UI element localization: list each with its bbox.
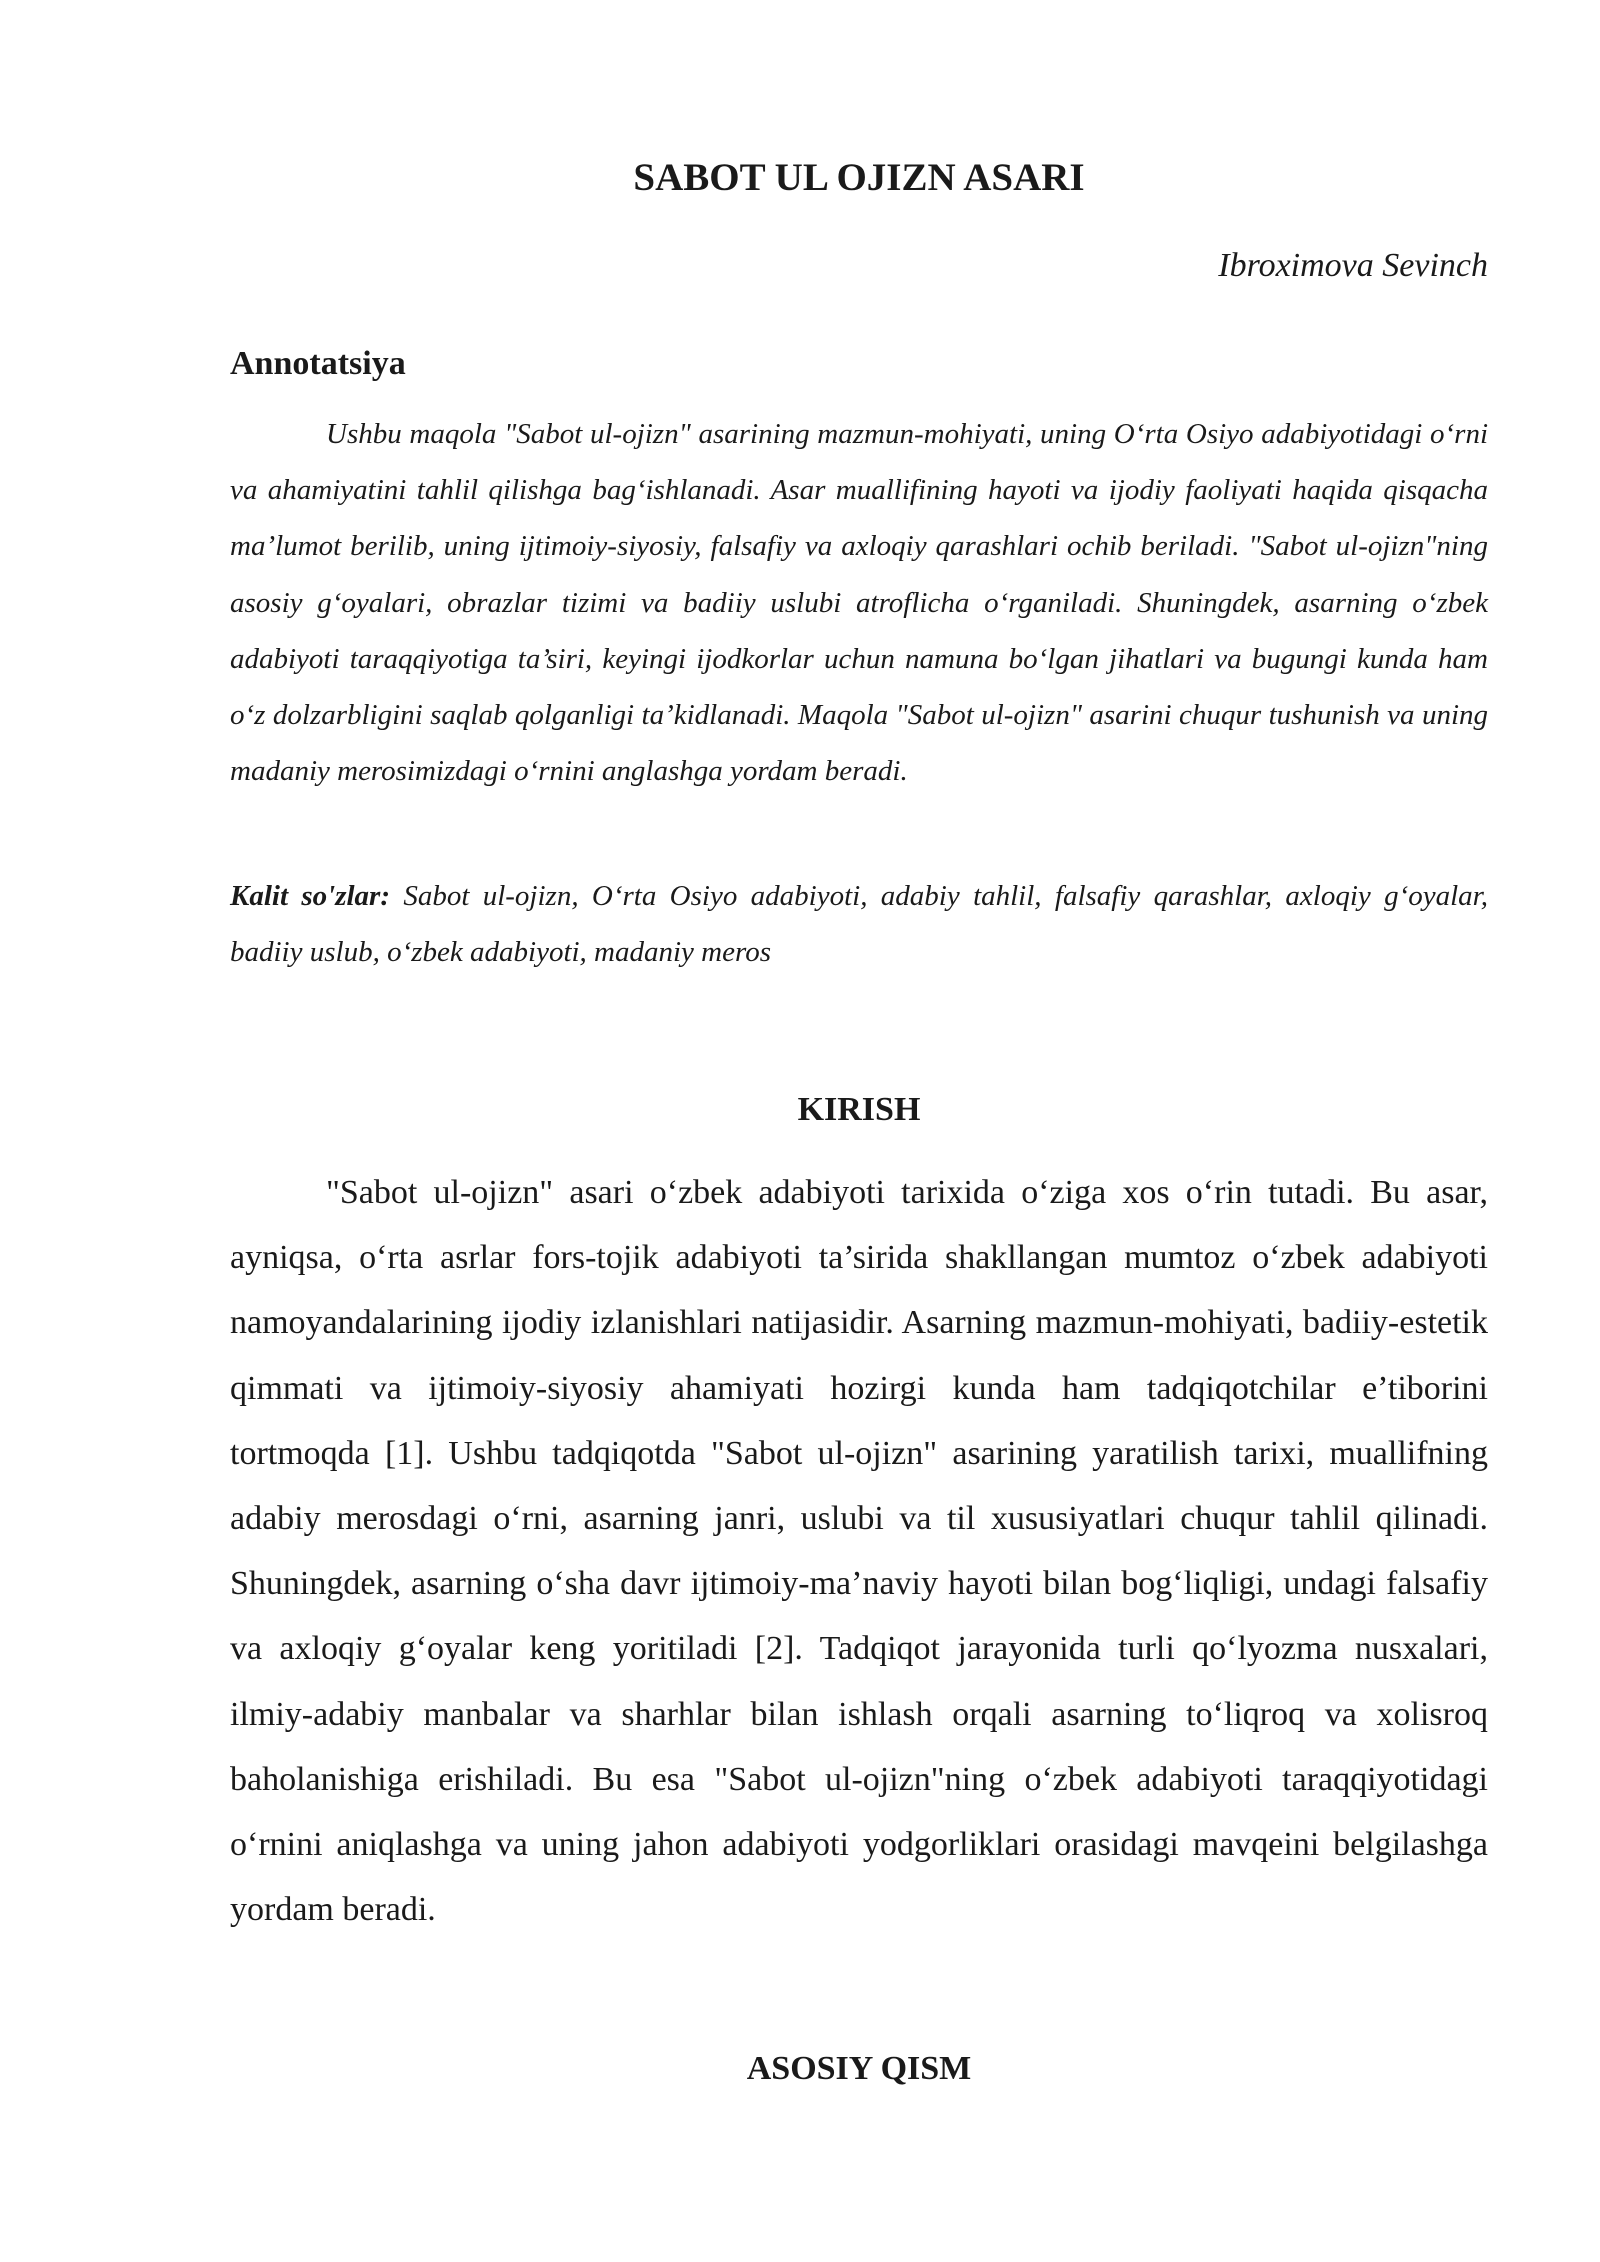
- keywords-text: Sabot ul-ojizn, O‘rta Osiyo adabiyoti, adabiy tahlil, falsafiy qarashlar, axloqiy g‘oyalar, badiiy uslub, o‘zbek adabiyoti, madaniy meros: [230, 880, 1488, 969]
- keywords-paragraph: [230, 868, 1488, 980]
- introduction-paragraph: "Sabot ul-ojizn" asari o‘zbek adabiyoti tarixida o‘ziga xos o‘rin tutadi. Bu asar, ayniqsa, o‘rta asrlar fors-tojik adabiyoti ta’sirida shakllangan mumtoz o‘zbek adabiyoti namoyandalarining ijodiy izlanishlari natijasidir. Asarning mazmun-mohiyati, badiiy-estetik qimmati va ijtimoiy-siyosiy ahamiyati hozirgi kunda ham tadqiqotchilar e’tiborini tortmoqda [1]. Ushbu tadqiqotda "Sabot ul-ojizn" asarining yaratilish tarixi, muallifning adabiy merosdagi o‘rni, asarning janri, uslubi va til xususiyatlari chuqur tahlil qilinadi. Shuningdek, asarning o‘sha davr ijtimoiy-ma’naviy hayoti bilan bog‘liqligi, undagi falsafiy va axloqiy g‘oyalar keng yoritiladi [2]. Tadqiqot jarayonida turli qo‘lyozma nusxalari, ilmiy-adabiy manbalar va sharhlar bilan ishlash orqali asarning to‘liqroq va xolisroq baholanishiga erishiladi. Bu esa "Sabot ul-ojizn"ning o‘zbek adabiyoti taraqqiyotidagi o‘rnini aniqlashga va uning jahon adabiyoti yodgorliklari orasidagi mavqeini belgilashga yordam beradi.: [230, 1174, 1488, 1929]
- introduction-heading: KIRISH: [797, 1091, 921, 1128]
- article-author: Ibroximova Sevinch: [1218, 247, 1488, 284]
- main-section-heading: ASOSIY QISM: [746, 2050, 972, 2087]
- abstract-paragraph: Ushbu maqola "Sabot ul-ojizn" asarining mazmun-mohiyati, uning O‘rta Osiyo adabiyotidagi o‘rni va ahamiyatini tahlil qilishga bag‘ishlanadi. Asar muallifining hayoti va ijodiy faoliyati haqida qisqacha ma’lumot berilib, uning ijtimoiy-siyosiy, falsafiy va axloqiy qarashlari ochib beriladi. "Sabot ul-ojizn"ning asosiy g‘oyalari, obrazlar tizimi va badiiy uslubi atroflicha o‘rganiladi. Shuningdek, asarning o‘zbek adabiyoti taraqqiyotiga ta’siri, keyingi ijodkorlar uchun namuna bo‘lgan jihatlari va bugungi kunda ham o‘z dolzarbligini saqlab qolganligi ta’kidlanadi. Maqola "Sabot ul-ojizn" asarini chuqur tushunish va uning madaniy merosimizdagi o‘rnini anglashga yordam beradi.: [230, 418, 1488, 788]
- abstract-heading: Annotatsiya: [230, 345, 406, 382]
- article-title: SABOT UL OJIZN ASARI: [633, 156, 1085, 199]
- keywords-label: Kalit so'zlar:: [230, 880, 390, 912]
